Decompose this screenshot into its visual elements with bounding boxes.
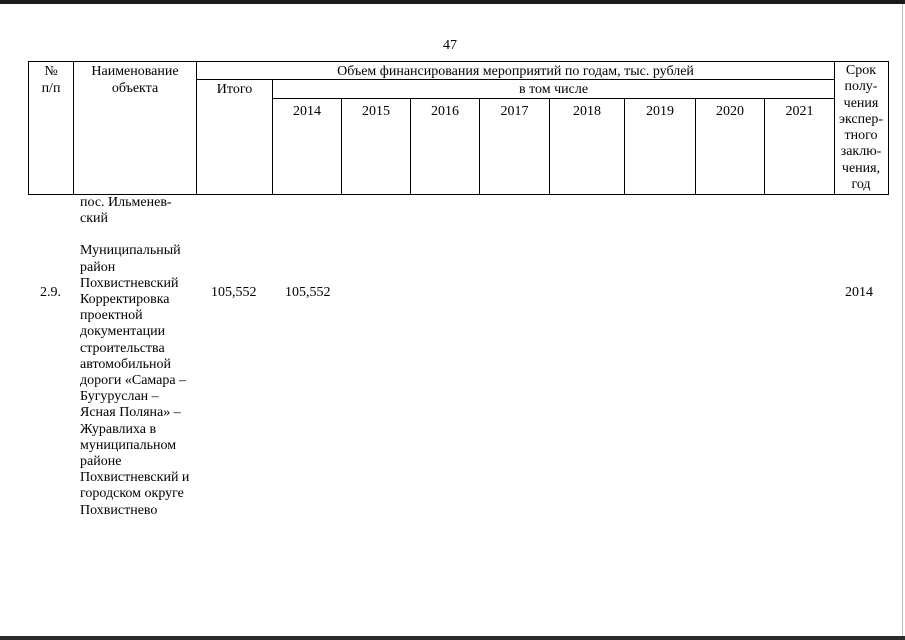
header-top-line [28, 61, 888, 62]
header-year-2019: 2019 [646, 104, 674, 119]
header-funding: Объем финансирования мероприятий по годам, тыс. рублей [337, 64, 694, 79]
section-heading: Муниципальный район Похвистневский [80, 243, 181, 291]
header-including-line [272, 98, 834, 99]
header-term: Срок полу- чения экспер- тного заклю- чения, год [838, 63, 884, 193]
row-2014-value: 105,552 [285, 285, 331, 300]
header-year-2015: 2015 [362, 104, 390, 119]
row-total: 105,552 [211, 285, 257, 300]
header-year-2018: 2018 [573, 104, 601, 119]
header-year-2016: 2016 [431, 104, 459, 119]
header-including: в том числе [518, 82, 589, 97]
vline-right [888, 61, 889, 195]
name-column [80, 195, 200, 519]
row-term: 2014 [845, 285, 873, 300]
header-total: Итого [216, 82, 253, 97]
bottom-border [0, 636, 905, 640]
continuation-text: пос. Ильменев- ский [80, 195, 172, 227]
header-year-2014: 2014 [293, 104, 321, 119]
header-num: № п/п [41, 64, 61, 96]
header-year-2020: 2020 [716, 104, 744, 119]
page-number: 47 [443, 38, 457, 53]
row-number: 2.9. [40, 285, 61, 300]
row-name: Корректировка проектной документации строительства автомобильной дороги «Самара – Бугуруслан – Ясная Поляна» – Журавлиха в муниципальном районе Похвистневский и городском округе Похвистнево [80, 292, 190, 518]
header-year-2021: 2021 [785, 104, 814, 119]
header-name: Наименование объекта [91, 64, 179, 96]
header-year-2017: 2017 [500, 104, 529, 119]
table-header [0, 0, 905, 200]
